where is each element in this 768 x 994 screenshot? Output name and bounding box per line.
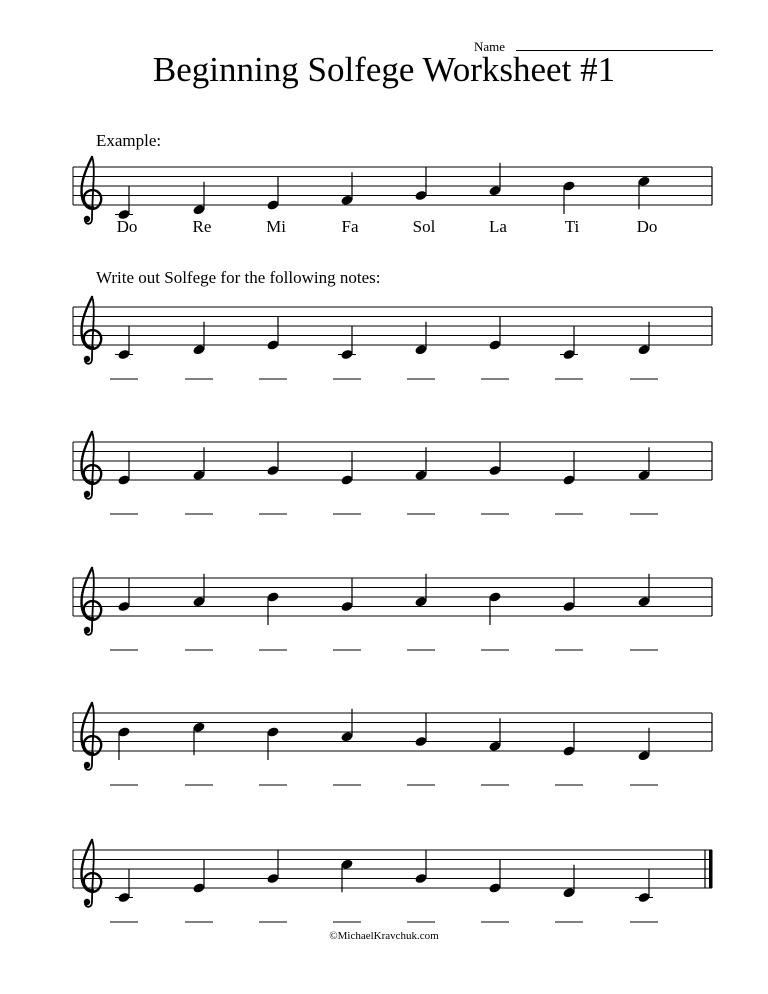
note — [637, 175, 650, 209]
note — [192, 721, 205, 755]
note — [340, 858, 353, 892]
note — [117, 726, 130, 760]
staff-example — [73, 157, 712, 224]
solfege-label: La — [489, 217, 507, 236]
solfege-label: Re — [192, 217, 212, 236]
copyright-footer: ©MichaelKravchuk.com — [329, 930, 439, 942]
note — [637, 447, 650, 481]
staff-5 — [73, 840, 713, 907]
staff-1 — [73, 297, 712, 364]
note — [117, 579, 130, 613]
solfege-label: Mi — [266, 217, 286, 236]
note — [562, 452, 575, 486]
note — [266, 317, 279, 351]
staff-4 — [73, 703, 712, 770]
note — [192, 860, 205, 894]
note — [117, 452, 130, 486]
note — [414, 574, 427, 608]
note — [488, 163, 501, 197]
solfege-label: Fa — [341, 217, 359, 236]
note — [560, 327, 578, 361]
note — [562, 723, 575, 757]
worksheet-title: Beginning Solfege Worksheet #1 — [152, 50, 616, 89]
note — [338, 327, 356, 361]
solfege-label: Ti — [564, 217, 580, 236]
instructions-label: Write out Solfege for the following notes: — [96, 268, 381, 287]
note — [637, 728, 650, 762]
note — [414, 714, 427, 748]
note — [192, 182, 205, 216]
final-barline-thick — [709, 850, 713, 888]
note — [192, 322, 205, 356]
note — [637, 574, 650, 608]
note — [115, 327, 133, 361]
note — [414, 322, 427, 356]
note — [488, 443, 501, 477]
note — [340, 172, 353, 206]
solfege-label: Do — [636, 217, 658, 236]
note — [266, 177, 279, 211]
note — [562, 865, 575, 899]
note — [340, 709, 353, 743]
note — [192, 574, 205, 608]
staff-3 — [73, 568, 712, 635]
note — [192, 447, 205, 481]
note — [562, 180, 575, 214]
note — [488, 317, 501, 351]
note — [635, 870, 653, 904]
note — [115, 870, 133, 904]
note — [414, 851, 427, 885]
note — [488, 860, 501, 894]
note — [488, 591, 501, 625]
solfege-label: Do — [116, 217, 138, 236]
note — [414, 168, 427, 202]
note — [340, 579, 353, 613]
note — [266, 851, 279, 885]
note — [562, 579, 575, 613]
note — [266, 726, 279, 760]
note — [115, 187, 133, 221]
note — [266, 591, 279, 625]
staff-2 — [73, 432, 712, 499]
note — [266, 443, 279, 477]
note — [637, 322, 650, 356]
example-label: Example: — [96, 131, 162, 150]
note — [488, 718, 501, 752]
solfege-label: Sol — [412, 217, 436, 236]
name-label: Name — [474, 39, 506, 54]
note — [414, 447, 427, 481]
note — [340, 452, 353, 486]
